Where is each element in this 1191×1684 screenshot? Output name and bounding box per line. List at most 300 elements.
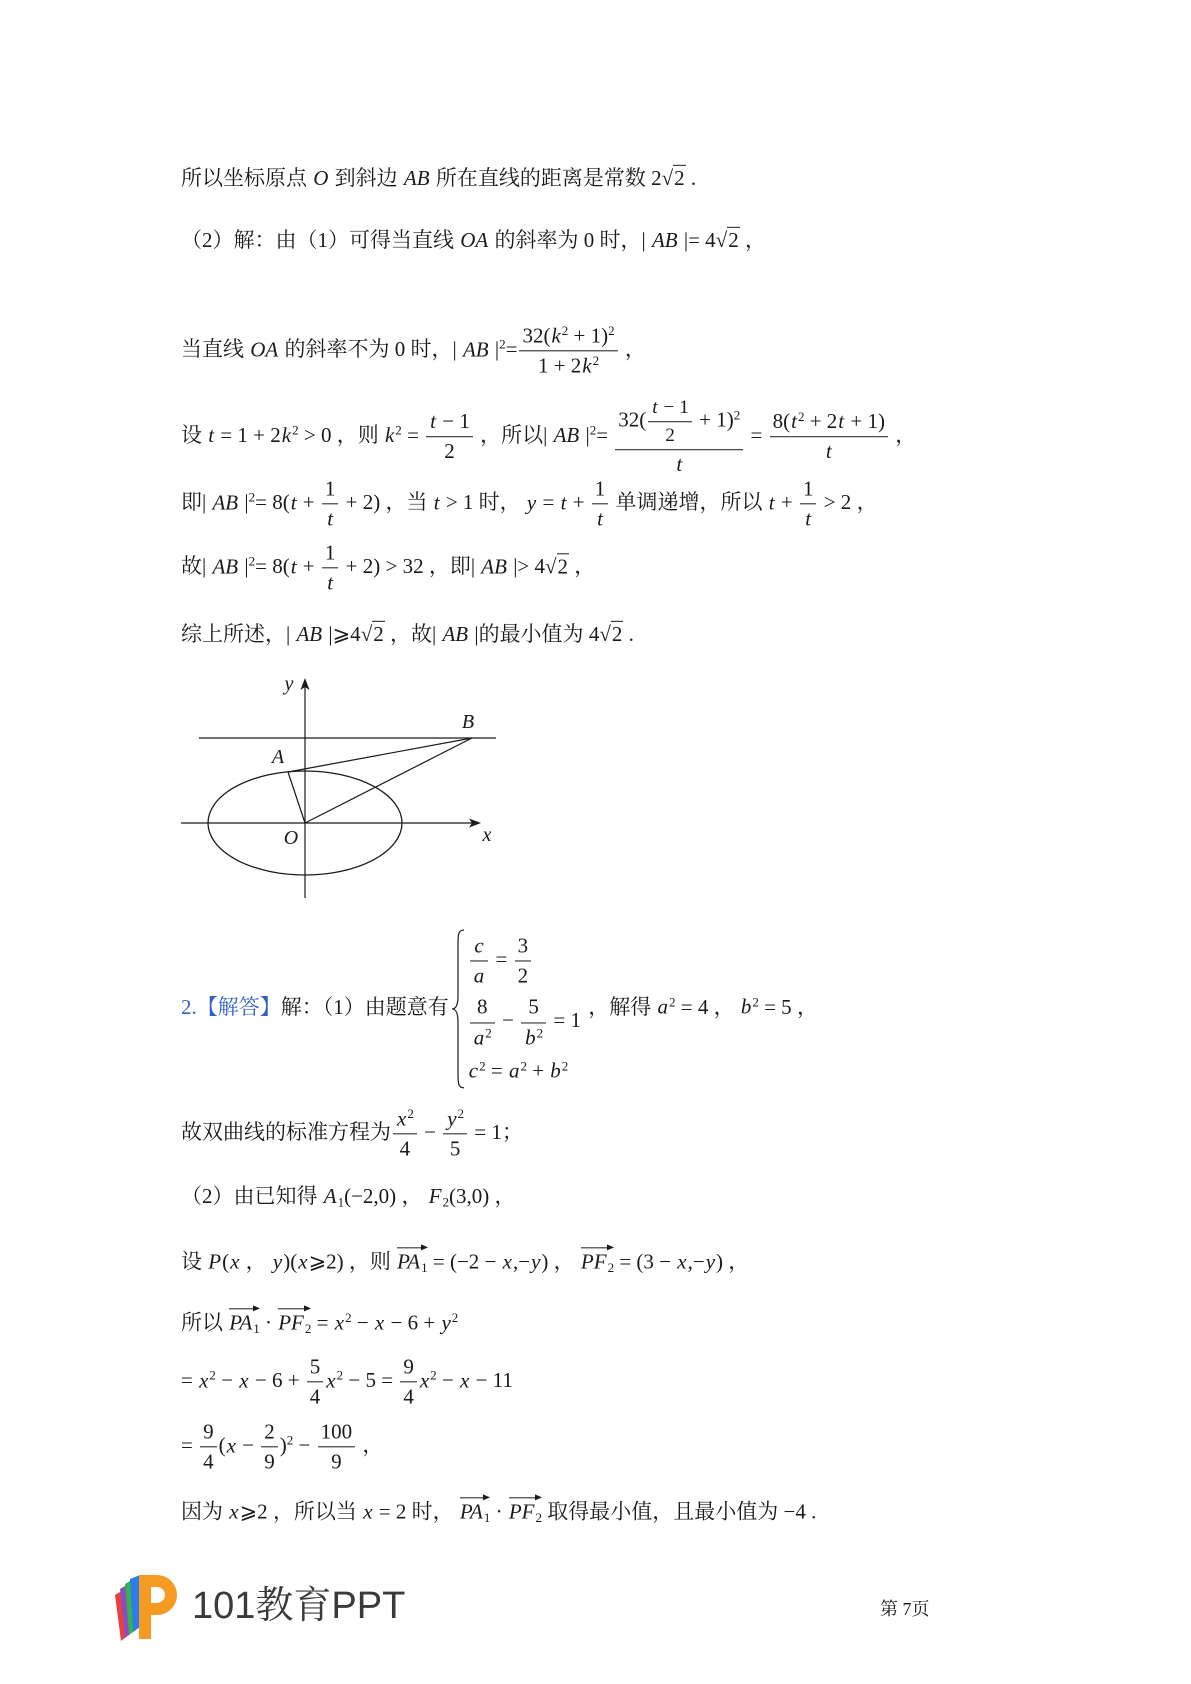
fraction-numerator	[322, 476, 339, 504]
superscript: 2	[668, 994, 676, 1010]
math-run: |> 4	[507, 553, 546, 578]
math-run: 8	[477, 994, 488, 1019]
math-variable: x	[229, 1499, 239, 1524]
fraction-denominator	[443, 1135, 467, 1162]
math-run: −	[496, 1008, 520, 1033]
subscript: 1	[421, 1260, 428, 1276]
math-run: + 2	[804, 409, 838, 434]
math-variable: OA	[460, 227, 489, 252]
math-variable: P	[208, 1249, 222, 1274]
math-variable: t	[791, 409, 797, 434]
math-variable: x	[397, 1106, 407, 1131]
superscript: 2	[561, 323, 569, 339]
text-run: ，所以当	[267, 1499, 363, 1524]
solution-line	[181, 476, 878, 531]
math-run: 2	[665, 425, 675, 447]
solution-line	[181, 1494, 816, 1525]
math-variable: y	[272, 1249, 283, 1274]
math-run: 2	[517, 963, 529, 988]
fraction-numerator	[393, 1106, 417, 1134]
math-variable: b	[525, 1025, 536, 1050]
fraction-numerator	[400, 1354, 417, 1382]
math-run: = 1	[548, 1008, 581, 1033]
superscript: 2	[248, 553, 256, 569]
math-run: +	[567, 489, 590, 514]
fraction	[318, 1419, 356, 1474]
math-variable: t	[805, 506, 812, 531]
solution-line	[181, 540, 595, 595]
text-run: 时，	[406, 1499, 459, 1524]
fraction	[261, 1419, 278, 1474]
math-run: = (3 −	[614, 1249, 677, 1274]
math-variable: x	[298, 1249, 308, 1274]
solution-line	[181, 1305, 458, 1336]
math-variable: x	[363, 1499, 373, 1524]
math-variable: AB	[403, 165, 430, 190]
math-run: 1	[324, 540, 336, 565]
math-variable: t	[327, 570, 334, 595]
math-run: ⩾2)	[308, 1249, 344, 1274]
math-run: =	[505, 336, 518, 361]
math-run: 4	[588, 621, 600, 646]
math-variable: O	[313, 165, 329, 190]
radicand: 2	[728, 227, 739, 252]
math-run: > 2	[818, 489, 852, 514]
fraction	[393, 1106, 417, 1161]
math-run: 2	[651, 165, 662, 190]
fraction-denominator	[515, 962, 532, 989]
fraction	[322, 540, 339, 595]
math-variable: y	[447, 1106, 457, 1131]
fraction	[592, 476, 609, 531]
fraction	[470, 995, 495, 1050]
fraction-numerator	[470, 995, 495, 1023]
math-run: − 6 +	[385, 1310, 441, 1335]
math-variable: t	[597, 506, 603, 531]
text-run: ，	[708, 994, 740, 1019]
fraction-denominator	[261, 1448, 278, 1475]
math-run: 4	[403, 1384, 414, 1409]
fraction-numerator	[261, 1419, 278, 1447]
math-run: =	[596, 422, 614, 447]
answer-label: 2.【解答】	[181, 994, 281, 1019]
math-run: −4	[783, 1499, 806, 1524]
math-run: ·	[490, 1499, 508, 1524]
math-variable: t	[430, 409, 436, 434]
math-variable: t	[327, 506, 334, 531]
math-run: > 0	[298, 422, 332, 447]
text-run: 时，	[473, 489, 526, 514]
left-brace	[451, 928, 465, 1089]
math-variable: PF	[278, 1310, 304, 1335]
math-variable: AB	[553, 422, 580, 447]
text-run: 的斜率为 0 时，	[489, 227, 642, 252]
text-run: ，	[396, 1183, 428, 1208]
subscript: 1	[483, 1510, 491, 1526]
text-run: ，则	[331, 422, 384, 447]
math-run: =	[311, 1310, 334, 1335]
segment-oa	[288, 772, 305, 823]
fraction	[400, 1354, 417, 1409]
math-variable: F	[428, 1183, 442, 1208]
math-run: − 11	[470, 1367, 513, 1392]
text-run: ，故	[384, 621, 432, 646]
math-run: 9	[203, 1419, 214, 1444]
subscript: 1	[337, 1194, 345, 1210]
math-run: +	[775, 489, 798, 514]
text-run: ，	[723, 1249, 750, 1274]
math-run: 1	[594, 476, 606, 501]
text-run: 的斜率不为 0 时，	[279, 336, 453, 361]
math-run: −	[418, 1119, 442, 1144]
vector	[508, 1494, 542, 1526]
math-run: 8(	[772, 409, 791, 434]
math-run: |	[239, 553, 249, 578]
text-run: （2）由已知得	[181, 1183, 323, 1208]
equation-row	[468, 1053, 581, 1087]
math-run: |	[470, 553, 481, 578]
superscript: 2	[345, 1310, 352, 1326]
superscript: 2	[797, 409, 805, 425]
math-run: + 1)	[845, 409, 885, 434]
math-run: − 6 +	[249, 1367, 305, 1392]
math-run: |	[469, 621, 479, 646]
text-run: ，解得	[582, 994, 657, 1019]
math-variable: x	[226, 1432, 236, 1457]
fraction-numerator	[443, 1106, 467, 1134]
fraction-denominator	[400, 1383, 417, 1410]
text-run: 所以	[181, 1310, 229, 1335]
superscript: 2	[479, 1058, 486, 1074]
label-point-b: B	[461, 711, 475, 733]
fraction	[521, 995, 546, 1050]
math-run: =	[181, 1367, 199, 1392]
fraction-numerator	[521, 995, 546, 1023]
math-variable: t	[433, 489, 440, 514]
label-origin: O	[283, 827, 299, 849]
math-variable: t	[652, 397, 658, 419]
square-root	[361, 620, 385, 648]
math-variable: x	[677, 1249, 687, 1274]
text-run: ，	[791, 994, 818, 1019]
math-run: 5	[309, 1354, 321, 1379]
math-variable: PA	[397, 1249, 421, 1274]
superscript: 2	[608, 323, 615, 339]
math-run: 32(	[522, 323, 551, 348]
math-run: 1	[802, 476, 814, 501]
math-variable: x	[419, 1367, 430, 1392]
fraction-denominator	[318, 1448, 356, 1475]
math-variable: y	[531, 1249, 541, 1274]
math-variable: t	[768, 489, 775, 514]
radicand: 2	[674, 165, 685, 190]
superscript: 2	[592, 353, 600, 369]
math-run: )	[716, 1249, 724, 1274]
math-variable: x	[239, 1367, 249, 1392]
math-run: −	[436, 1367, 460, 1392]
solution-line	[181, 1106, 523, 1161]
fraction-numerator	[519, 323, 617, 351]
text-run: ，所以	[474, 422, 544, 447]
math-variable: a	[473, 963, 485, 988]
superscript: 2	[248, 489, 256, 505]
text-run: ，	[619, 336, 646, 361]
math-run: |	[580, 422, 590, 447]
vector	[277, 1305, 312, 1337]
math-run: − 5 =	[343, 1367, 399, 1392]
solution-line	[181, 226, 766, 254]
superscript: 2	[209, 1367, 216, 1383]
equation-rows	[465, 928, 581, 1089]
superscript: 2	[733, 407, 741, 423]
solution-line	[181, 396, 916, 478]
math-variable: t	[290, 489, 297, 514]
math-variable: AB	[296, 621, 323, 646]
math-variable: AB	[462, 336, 489, 361]
math-run: )	[279, 1432, 287, 1457]
text-run: 所在直线的距离是常数	[430, 165, 652, 190]
superscript: 2	[430, 1367, 437, 1383]
superscript: 2	[395, 422, 402, 438]
math-variable: t	[290, 553, 297, 578]
fraction	[519, 323, 617, 378]
fraction-numerator	[770, 409, 888, 437]
page-number: 第 7页	[880, 1599, 930, 1619]
fraction-denominator	[200, 1448, 217, 1475]
text-run: ，	[548, 1249, 580, 1274]
math-run: 2	[264, 1419, 275, 1444]
math-run: (	[222, 1249, 230, 1274]
text-run: 即	[181, 489, 202, 514]
superscript: 2	[451, 1310, 459, 1326]
math-variable: k	[384, 422, 395, 447]
math-run: =	[401, 422, 425, 447]
solution-line	[181, 1182, 516, 1210]
math-run: −	[293, 1432, 316, 1457]
math-run: =	[485, 1058, 508, 1083]
math-variable: a	[657, 994, 668, 1019]
math-run: |	[202, 553, 212, 578]
math-run: 1	[324, 476, 336, 501]
radicand: 2	[373, 621, 384, 646]
math-variable: k	[582, 353, 592, 378]
solution-line	[181, 928, 818, 1089]
fraction	[470, 933, 489, 988]
math-run: 9	[331, 1449, 342, 1474]
math-variable: AB	[442, 621, 469, 646]
math-variable: OA	[250, 336, 279, 361]
math-run: 1 + 2	[537, 353, 582, 378]
math-run: |	[286, 621, 296, 646]
math-run: − 1	[437, 409, 470, 434]
label-axis-y: y	[284, 675, 294, 695]
text-run: ，	[739, 227, 766, 252]
label-axis-x: x	[482, 824, 492, 846]
math-run: ,−	[687, 1249, 705, 1274]
text-run: ，	[889, 422, 917, 447]
math-variable: x	[326, 1367, 336, 1392]
fraction-numerator	[800, 476, 817, 504]
math-run: 9	[403, 1354, 414, 1379]
vector	[580, 1244, 615, 1276]
text-run: ，即	[423, 553, 471, 578]
subscript: 2	[304, 1321, 312, 1337]
subscript: 2	[535, 1510, 542, 1526]
fraction	[200, 1419, 217, 1474]
math-variable: b	[740, 994, 752, 1019]
fraction	[426, 409, 473, 464]
text-run: ，	[240, 1249, 272, 1274]
brace-stroke	[452, 930, 464, 1088]
segment-ab	[288, 738, 472, 772]
superscript: 2	[752, 994, 759, 1010]
math-run: +	[297, 489, 320, 514]
math-run: |= 4	[678, 227, 716, 252]
logo-text: 101教育PPT	[192, 1585, 406, 1627]
math-run: =	[490, 946, 513, 971]
math-variable: x	[334, 1310, 345, 1335]
solution-line	[181, 620, 634, 648]
logo-icon	[113, 1571, 179, 1643]
fraction-numerator	[615, 396, 743, 450]
solution-line	[181, 1419, 383, 1474]
text-run: 故	[181, 553, 202, 578]
math-run: + 2)	[340, 489, 381, 514]
fraction-numerator	[200, 1419, 217, 1447]
math-run: =	[745, 422, 768, 447]
math-run: |	[489, 336, 500, 361]
fraction-numerator	[648, 396, 692, 422]
math-variable: t	[676, 452, 683, 477]
fraction-numerator	[515, 933, 532, 961]
math-variable: PF	[580, 1249, 607, 1274]
solution-line	[181, 1354, 513, 1409]
fraction-denominator	[307, 1383, 324, 1410]
math-variable: t	[838, 409, 845, 434]
math-run: =	[537, 489, 560, 514]
math-variable: c	[468, 1058, 479, 1083]
math-run: ,−	[512, 1249, 531, 1274]
fraction	[307, 1354, 324, 1409]
math-run: = 2	[373, 1499, 407, 1524]
math-variable: b	[550, 1058, 561, 1083]
math-run: ⩾2	[239, 1499, 268, 1524]
text-run: 到斜边	[329, 165, 403, 190]
fraction	[770, 409, 888, 464]
math-variable: x	[230, 1249, 240, 1274]
equation-row	[468, 930, 581, 991]
math-run: 100	[320, 1419, 353, 1444]
math-run: = 8(	[255, 489, 290, 514]
math-run: |	[452, 336, 462, 361]
fraction	[648, 396, 692, 447]
ellipse-diagram	[181, 675, 506, 905]
fraction-denominator	[322, 569, 339, 596]
superscript: 2	[336, 1367, 344, 1383]
superscript: 2	[561, 1058, 569, 1074]
math-run: + 1)	[568, 323, 609, 348]
radicand: 2	[557, 553, 569, 578]
solution-line	[181, 323, 646, 378]
text-run: 所以坐标原点	[181, 165, 313, 190]
math-run: > 1	[440, 489, 474, 514]
fraction-denominator	[519, 352, 617, 379]
math-variable: t	[825, 439, 832, 464]
radicand: 2	[611, 621, 623, 646]
square-root	[599, 620, 623, 648]
vector	[396, 1244, 428, 1276]
text-run: 设	[181, 1249, 208, 1274]
math-variable: AB	[212, 489, 239, 514]
text-run: ，	[569, 553, 596, 578]
fraction-numerator	[592, 476, 609, 504]
segment-ob	[305, 738, 472, 823]
math-run: (3,0)	[449, 1183, 490, 1208]
math-run: − 1	[658, 397, 689, 419]
math-run: ·	[259, 1310, 278, 1335]
math-variable: y	[526, 489, 537, 514]
text-run: 综上所述，	[181, 621, 286, 646]
math-run: )	[541, 1249, 549, 1274]
text-run: ，	[851, 489, 878, 514]
fraction-denominator	[393, 1135, 417, 1162]
fraction-denominator	[648, 422, 692, 447]
fraction-denominator	[800, 505, 817, 532]
subscript: 2	[607, 1260, 615, 1276]
math-run: 32(	[618, 407, 647, 432]
math-run: −	[351, 1310, 374, 1335]
math-run: (−2,0)	[344, 1183, 397, 1208]
superscript: 2	[407, 1106, 414, 1122]
math-variable: y	[441, 1310, 451, 1335]
text-run: 因为	[181, 1499, 229, 1524]
subscript: 2	[442, 1194, 450, 1210]
math-variable: A	[323, 1183, 337, 1208]
math-variable: y	[705, 1249, 716, 1274]
superscript: 2	[457, 1106, 465, 1122]
superscript: 2	[536, 1024, 544, 1040]
label-point-a: A	[271, 746, 285, 768]
math-run: 5	[449, 1136, 461, 1161]
text-run: .	[685, 165, 697, 190]
math-variable: c	[474, 933, 484, 958]
math-run: = 1 + 2	[215, 422, 281, 447]
math-run: = 4	[675, 994, 709, 1019]
text-run: 故双曲线的标准方程为	[181, 1119, 391, 1144]
square-root	[662, 164, 686, 192]
text-run: ，当	[380, 489, 433, 514]
fraction-denominator	[592, 505, 609, 532]
math-variable: AB	[481, 553, 507, 578]
math-variable: AB	[212, 553, 239, 578]
math-run: −	[215, 1367, 239, 1392]
math-variable: a	[473, 1025, 485, 1050]
math-run: )(	[283, 1249, 298, 1274]
superscript: 2	[286, 1432, 294, 1448]
vector	[459, 1494, 491, 1526]
fraction-denominator	[426, 438, 473, 465]
solution-line	[181, 164, 696, 192]
math-run: 3	[517, 933, 529, 958]
math-variable: x	[460, 1367, 470, 1392]
logo-p-shape	[139, 1575, 177, 1639]
math-run: 2	[444, 439, 455, 464]
text-run: 解：（1）由题意有	[280, 994, 449, 1019]
text-run: .	[805, 1499, 817, 1524]
math-run: +	[526, 1058, 550, 1083]
math-run: = 1	[469, 1119, 502, 1144]
text-run: 取得最小值，且最小值为	[542, 1499, 784, 1524]
